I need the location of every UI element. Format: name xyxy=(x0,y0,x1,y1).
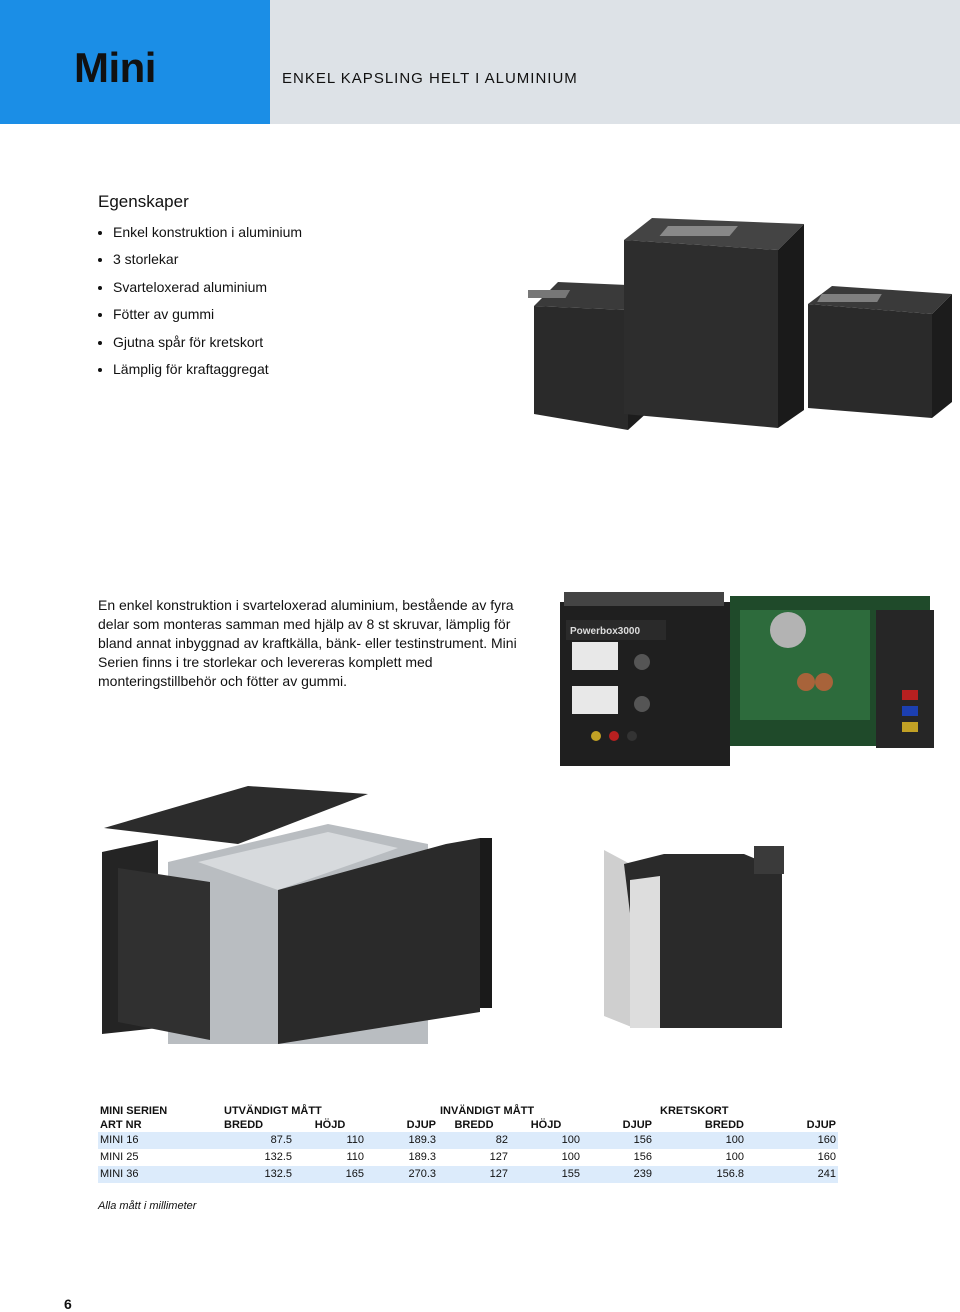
table-cell: 110 xyxy=(294,1132,366,1149)
feature-item: Gjutna spår för kretskort xyxy=(98,334,302,361)
features-heading: Egenskaper xyxy=(98,192,189,211)
table-cell: 100 xyxy=(510,1132,582,1149)
page-title: Mini xyxy=(74,44,156,91)
feature-item: Svarteloxerad aluminium xyxy=(98,279,302,306)
group-header-series: MINI SERIEN xyxy=(100,1105,168,1117)
column-header: ART NR xyxy=(100,1119,142,1131)
table-row xyxy=(98,1149,838,1166)
table-cell: 132.5 xyxy=(264,1151,292,1163)
table-cell: 100 xyxy=(561,1151,580,1163)
column-header: HÖJD xyxy=(314,1119,346,1131)
column-header-row xyxy=(98,1118,838,1132)
table-cell: 160 xyxy=(746,1132,838,1149)
description-text: En enkel konstruktion i svarteloxerad aluminium, bestående av fyra delar som monteras samman med hjälp av 8 st skruvar, lämplig för bland annat inbyggnad av kraftkälla, bänk- eller testinstrument. Mini Serien finns i tre storlekar och levereras komplett med monteringstillbehör och fötter av gummi. xyxy=(98,597,517,689)
dimensions-table-wrapper xyxy=(98,1104,837,1183)
column-header: BREDD xyxy=(704,1119,744,1131)
table-cell: 165 xyxy=(294,1166,366,1183)
group-header-outer: UTVÄNDIGT MÅTT xyxy=(224,1105,322,1117)
column-header: DJUP xyxy=(406,1119,436,1131)
table-cell: 87.5 xyxy=(222,1132,294,1149)
feature-item: 3 storlekar xyxy=(98,251,302,278)
group-header-row xyxy=(98,1104,838,1118)
table-cell: 239 xyxy=(582,1166,654,1183)
table-cell: 156.8 xyxy=(654,1166,746,1183)
feature-item: Enkel konstruktion i aluminium xyxy=(98,224,302,251)
column-header: DJUP xyxy=(806,1119,837,1131)
table-cell: MINI 36 xyxy=(98,1166,222,1183)
open-enclosure-photo xyxy=(98,782,500,1044)
group-header-pcb: KRETSKORT xyxy=(660,1105,729,1117)
table-cell: 156 xyxy=(582,1132,654,1149)
page-subtitle: ENKEL KAPSLING HELT I ALUMINIUM xyxy=(282,70,578,87)
table-cell: 241 xyxy=(746,1166,838,1183)
table-cell: 189.3 xyxy=(408,1151,436,1163)
column-header: BREDD xyxy=(224,1119,264,1131)
table-cell: 270.3 xyxy=(366,1166,438,1183)
powerbox-photo xyxy=(556,586,954,768)
table-cell: 127 xyxy=(438,1166,510,1183)
table-cell: 100 xyxy=(654,1132,746,1149)
feature-item: Lämplig för kraftaggregat xyxy=(98,361,302,388)
powerbox-label: Powerbox3000 xyxy=(570,626,641,637)
table-cell: 156 xyxy=(633,1151,652,1163)
enclosures-photo xyxy=(528,214,956,434)
page-header xyxy=(0,0,960,124)
table-cell: 189.3 xyxy=(366,1132,438,1149)
table-cell: 132.5 xyxy=(222,1166,294,1183)
column-header: BREDD xyxy=(454,1119,494,1131)
feature-item: Fötter av gummi xyxy=(98,306,302,333)
dimensions-table xyxy=(98,1104,838,1183)
table-row xyxy=(98,1132,838,1149)
features-list xyxy=(98,224,302,388)
table-cell: 82 xyxy=(438,1132,510,1149)
column-header: HÖJD xyxy=(530,1119,562,1131)
pcb-slot-photo xyxy=(604,846,788,1030)
header-band xyxy=(270,0,960,124)
table-cell: 127 xyxy=(489,1151,508,1163)
table-cell: 100 xyxy=(725,1151,744,1163)
table-cell: 110 xyxy=(346,1151,364,1163)
column-header: DJUP xyxy=(622,1119,652,1131)
table-cell: 155 xyxy=(510,1166,582,1183)
brand-box xyxy=(0,0,270,124)
table-cell: 160 xyxy=(817,1151,837,1163)
page-number: 6 xyxy=(64,1296,72,1312)
table-cell: MINI 16 xyxy=(98,1132,222,1149)
footnote: Alla mått i millimeter xyxy=(98,1200,197,1212)
table-cell: MINI 25 xyxy=(100,1151,139,1163)
group-header-inner: INVÄNDIGT MÅTT xyxy=(440,1105,535,1117)
table-row xyxy=(98,1166,838,1183)
